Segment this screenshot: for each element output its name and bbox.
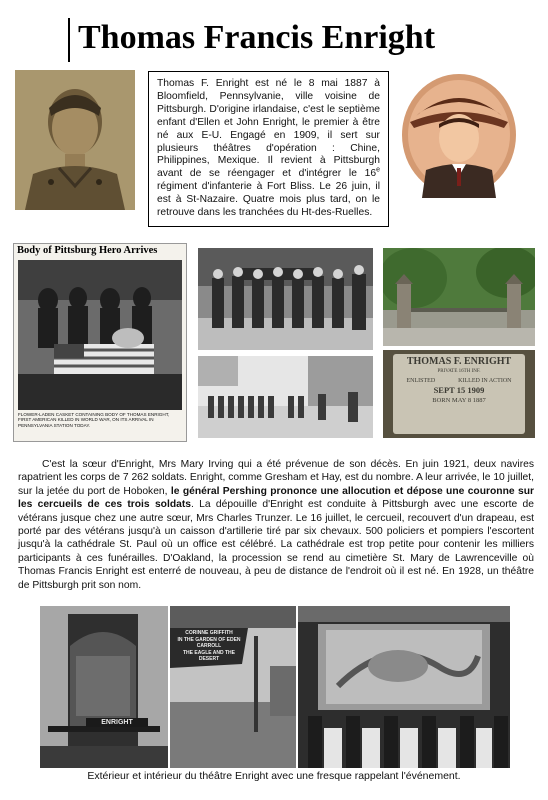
narrative-text	[18, 458, 534, 592]
tombstone-photo	[383, 350, 535, 438]
narrative-part-1: C'est la sœur d'Enright, Mrs Mary Irving qui a été prévenue de son décès. En juin 1921, deux navires rapatrient les corps de 7 262 soldats. Enright, comme Gresham et Hay, est du nombre. A leur arrivée, le 10 juillet, sur la jetée du port de Hoboken,	[18, 459, 534, 497]
theater-interior-photo	[298, 606, 510, 768]
tombstone-enlisted-label: ENLISTED	[406, 378, 436, 384]
tombstone-born: BORN MAY 8 1887	[432, 397, 486, 404]
newspaper-clipping	[13, 243, 187, 442]
portrait-uniform-photo	[15, 70, 135, 210]
pallbearers-photo	[198, 248, 373, 350]
marquee-line-3: CARROLL	[196, 643, 222, 649]
page-title: Thomas Francis Enright	[78, 19, 436, 56]
marquee-line-1: CORINNE GRIFFITH	[185, 630, 233, 636]
portrait-oval-photo	[400, 72, 518, 198]
tombstone-name: THOMAS F. ENRIGHT	[406, 356, 512, 367]
tombstone-killed-label: KILLED IN ACTION	[458, 378, 512, 384]
theater-exterior-photo	[40, 606, 168, 768]
title-rule	[68, 18, 70, 62]
newspaper-photo	[18, 260, 182, 410]
tombstone-rank: PRIVATE 16TH INF.	[437, 369, 481, 374]
cemetery-gate-photo	[383, 248, 535, 346]
procession-photo	[198, 356, 373, 438]
marquee-street-photo	[170, 606, 296, 768]
marquee-line-4: THE EAGLE AND THE DESERT	[182, 649, 236, 662]
bio-text-2: régiment d'infanterie à Fort Bliss. Le 26 juin, il est à St-Nazaire. Quatre mois plus tard, on le retrouve dans les tranchées du Ht-des-Ruelles.	[157, 181, 380, 219]
biography-box	[148, 71, 389, 227]
newspaper-headline: Body of Pittsburg Hero Arrives	[17, 245, 158, 256]
bio-sup: e	[376, 166, 380, 174]
bio-text-1: Thomas F. Enright est né le 8 mai 1887 à Bloomfield, Pennsylvanie, ville voisine de Pittsburgh. D'origine irlandaise, c'est le septième enfant d'Ellen et John Enright, le premier à être né aux E-U. Engagé en 1909, il sert sur plusieurs théâtres d'opération : Chine, Philippines, Mexique. Il revient à Pittsburgh avant de se réengager et d'intégrer le 16	[157, 78, 380, 180]
newspaper-caption: FLOWER-LADEN CASKET CONTAINING BODY OF THOMAS ENRIGHT, FIRST AMERICAN KILLED IN WORLD WAR, ON ITS ARRIVAL IN PENNSYLVANIA STATION TODAY.	[18, 412, 170, 428]
marquee-line-2: IN THE GARDEN OF EDEN	[177, 636, 241, 643]
photo-caption: Extérieur et intérieur du théâtre Enright avec une fresque rappelant l'événement.	[87, 770, 461, 782]
tombstone-enlisted-date: SEPT 15 1909	[433, 385, 485, 395]
narrative-part-2: . La dépouille d'Enright est conduite à Pittsburgh avec une escorte de vétérans jusque chez une autre sœur, Mrs Charles Trunzer. Le 16 juillet, le cercueil, recouvert d'un drapeau, est porté par des vétérans jusqu'à un caisson d'artillerie tiré par six chevaux. 500 policiers et pompiers l'escortent jusqu'à la cathédrale St. Paul où un office est célébré. La cathédrale est trop petite pour contenir les milliers participants à ces funérailles. D'Oakland, la procession se rend au cimetière St. Mary de Lawrenceville où Thomas Francis Enright est enterré de nouveau, à peu de distance de l'endroit où il est né. En 1928, un théâtre de Pittsburgh prit son nom.	[18, 499, 534, 591]
theater-sign: ENRIGHT	[86, 718, 148, 727]
narrative-bold: le général Pershing prononce une allocution et dépose une couronne sur les cercueils de ces trois soldats	[18, 485, 534, 511]
